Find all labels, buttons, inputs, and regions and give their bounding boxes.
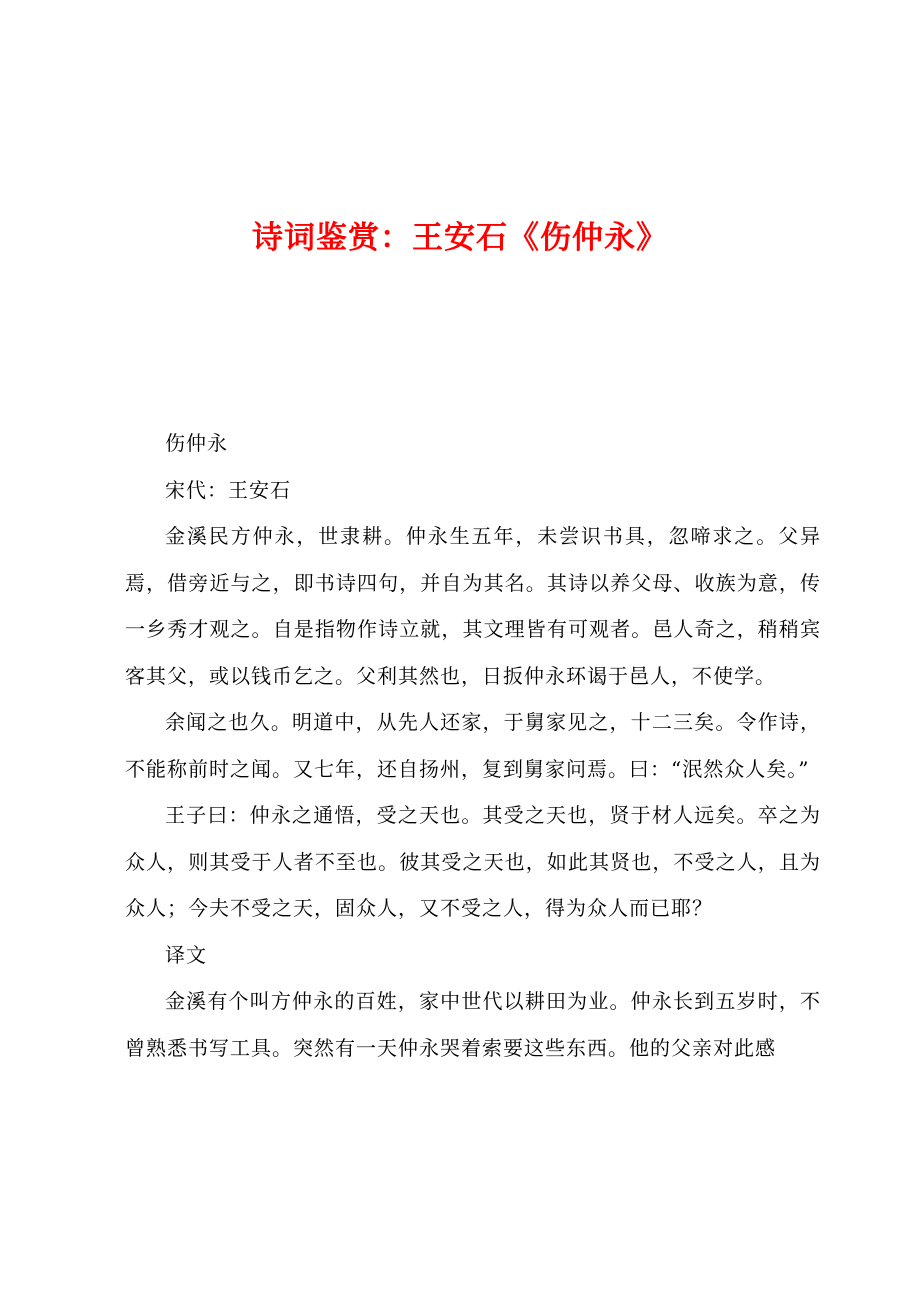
document-title: 诗词鉴赏：王安石《伤仲永》 bbox=[252, 219, 668, 256]
document-body bbox=[125, 420, 821, 1071]
body-paragraph: 金溪有个叫方仲永的百姓，家中世代以耕田为业。仲永长到五岁时，不曾熟悉书写工具。突然有一天仲永哭着索要这些东西。他的父亲对此感 bbox=[125, 989, 821, 1060]
poem-author: 宋代：王安石 bbox=[165, 477, 291, 502]
body-paragraph: 余闻之也久。明道中，从先人还家，于舅家见之，十二三矣。令作诗，不能称前时之闻。又七年，还自扬州，复到舅家问焉。曰：“泯然众人矣。” bbox=[125, 710, 821, 781]
body-paragraph: 金溪民方仲永，世隶耕。仲永生五年，未尝识书具，忽啼求之。父异焉，借旁近与之，即书诗四句，并自为其名。其诗以养父母、收族为意，传一乡秀才观之。自是指物作诗立就，其文理皆有可观者。邑人奇之，稍稍宾客其父，或以钱币乞之。父利其然也，日扳仲永环谒于邑人，不使学。 bbox=[125, 524, 821, 688]
poem-title: 伤仲永 bbox=[165, 431, 228, 455]
body-paragraph: 王子曰：仲永之通悟，受之天也。其受之天也，贤于材人远矣。卒之为众人，则其受于人者不至也。彼其受之天也，如此其贤也，不受之人，且为众人；今夫不受之天，固众人，又不受之人，得为众人而已耶？ bbox=[125, 803, 821, 920]
translation-heading: 译文 bbox=[165, 942, 207, 967]
